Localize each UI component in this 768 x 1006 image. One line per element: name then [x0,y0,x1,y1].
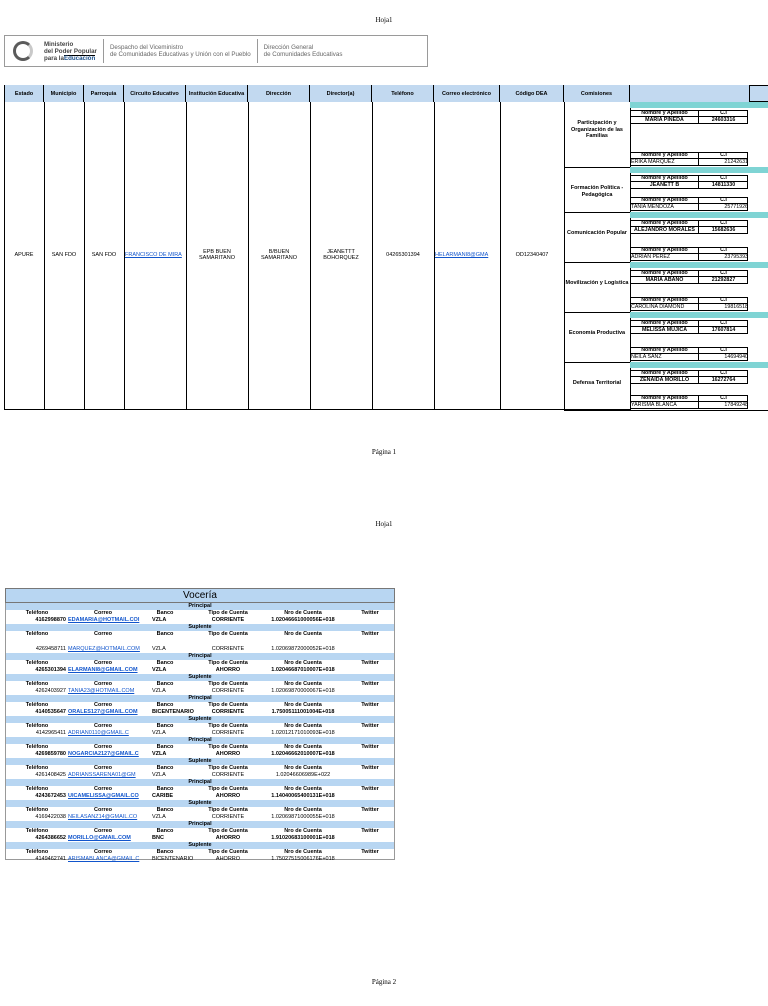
vocera-col-header: Correo [93,631,113,637]
vocera-col-header: Banco [156,807,174,813]
header-comisiones: Comisiones [564,85,630,102]
vocera-nro: 1.02046606989E+022 [275,772,331,778]
vocera-col-header: Tipo de Cuenta [208,828,248,834]
header-circuito: Circuito Educativo [124,85,186,102]
col-nombre-label: Nombre y Apellido [641,220,688,226]
vocera-col-header: Banco [156,744,174,750]
vocera-col-header: Teléfono [25,631,49,637]
principal-section-label: Principal [6,695,394,702]
suplente-ci: 21242631 [724,159,748,165]
vocera-col-header: Teléfono [25,849,49,855]
vocera-data-row [6,772,394,779]
vocera-col-header: Tipo de Cuenta [208,723,248,729]
vocera-banco: VZLA [152,688,166,694]
vocera-col-header: Banco [156,702,174,708]
vocera-col-header: Nro de Cuenta [284,849,322,855]
vocera-col-header: Twitter [361,702,379,708]
vocera-col-header: Teléfono [25,660,49,666]
cell-circuito-link[interactable]: FRANCISCO DE MIRA [125,251,182,258]
vocera-telefono: 4162998870 [35,617,66,623]
vocera-nro: 1.02069871000055E+018 [271,814,335,820]
vocera-col-header: Correo [93,702,113,708]
vocera-correo[interactable]: ORALES127@GMAIL.COM [68,709,138,715]
vocera-col-header: Twitter [361,681,379,687]
vocera-tipo: AHORRO [215,751,241,757]
vocera-header-row [6,744,394,751]
vocera-banco: VZLA [152,667,167,673]
vocera-correo[interactable]: ARISMABLANCA@GMAIL.C [68,856,140,862]
suplente-section-label: Suplente [6,716,394,723]
ministry-name: Ministerio del Poder Popular para la Educación [44,40,97,62]
vocera-banco: VZLA [152,751,167,757]
vocera-col-header: Nro de Cuenta [284,723,322,729]
header-municipio: Municipio [44,85,84,102]
vocera-col-header: Nro de Cuenta [284,828,322,834]
vocera-header-row [6,660,394,667]
suplente-ci: 19816518 [724,304,748,310]
principal-name: MARIA ABANO [645,277,684,283]
col-ci-label: C.I [720,197,727,203]
cell-parroquia: SAN FDO [91,251,117,258]
principal-name: MARIA PINEDA [645,117,684,123]
vocera-data-row [6,688,394,695]
vocera-col-header: Tipo de Cuenta [208,702,248,708]
vocera-nro: 1.75005111001004E+018 [271,709,335,715]
vocera-col-header: Tipo de Cuenta [208,681,248,687]
vocera-header-row [6,681,394,688]
vocera-col-header: Nro de Cuenta [284,744,322,750]
vocera-tipo: AHORRO [215,835,241,841]
vocera-correo[interactable]: ELARMANI8@GMAIL.COM [68,667,138,673]
vocera-col-header: Banco [156,786,174,792]
vocera-table [5,603,395,860]
vocera-correo[interactable]: MORILLO@GMAIL.COM [68,835,131,841]
footer-page2: Página 2 [371,978,397,986]
principal-ci: 14811330 [711,182,736,188]
vocera-tipo: AHORRO [215,793,241,799]
vocera-header-row [6,610,394,617]
col-ci-label: C.I [720,270,727,276]
vocera-col-header: Nro de Cuenta [284,765,322,771]
vocera-correo[interactable]: TANIA23@HOTMAIL.COM [68,688,135,694]
col-nombre-label: Nombre y Apellido [641,347,688,353]
vocera-banco: BICENTENARIO [152,709,194,715]
vocera-data-row [6,730,394,737]
vocera-col-header: Twitter [361,765,379,771]
col-ci-label: C.I [720,395,727,401]
vocera-col-header: Banco [156,849,174,855]
vocera-col-header: Banco [156,828,174,834]
cell-institucion: EPB BUEN SAMARITANO [199,248,235,261]
vocera-tipo: AHORRO [215,856,241,862]
col-nombre-label: Nombre y Apellido [641,270,688,276]
col-nombre-label: Nombre y Apellido [641,370,688,376]
principal-section-label: Principal [6,737,394,744]
vocera-col-header: Nro de Cuenta [284,786,322,792]
vocera-col-header: Correo [93,786,113,792]
vocera-header-row [6,807,394,814]
vocera-telefono: 4142965411 [35,730,66,736]
vocera-correo[interactable]: EDAMARIA@HOTMAIL.COI [68,617,140,623]
vocera-correo[interactable]: NOGARCIA2127@GMAIL.C [68,751,139,757]
principal-name: ALEJANDRO MORALES [634,227,695,233]
suplente-ci: 14694940 [724,354,748,360]
suplente-name: ERIKA MARQUEZ [631,159,675,165]
vocera-tipo: AHORRO [215,667,241,673]
vocera-tipo: CORRIENTE [211,709,245,715]
vocera-correo[interactable]: ADRIAN0110@GMAIL.C [68,730,129,736]
vocera-data-row [6,793,394,800]
vocera-col-header: Tipo de Cuenta [208,786,248,792]
col-ci-label: C.I [720,247,727,253]
vocera-col-header: Teléfono [25,702,49,708]
principal-ci: 17607814 [711,327,736,333]
vocera-col-header: Banco [156,660,174,666]
suplente-section-label: Suplente [6,800,394,807]
header-telefono: Teléfono [372,85,434,102]
suplente-ci: 25771926 [724,204,748,210]
header-codigo-dea: Código DEA [500,85,564,102]
vocera-col-header: Teléfono [25,744,49,750]
vocera-data-row [6,835,394,842]
vocera-telefono: 4169422038 [35,814,66,820]
vocera-col-header: Teléfono [25,723,49,729]
vocera-telefono: 4149462741 [35,856,66,862]
vocera-data-row [6,709,394,716]
header-director: Director(a) [310,85,372,102]
vocera-nro: 1.02046661000056E+018 [271,617,335,623]
vocera-header-row [6,765,394,772]
header-parroquia: Parroquia [84,85,124,102]
vocera-banco: BNC [152,835,164,841]
vocera-nro: 1.14040065400131E+018 [271,793,335,799]
vocera-col-header: Correo [93,849,113,855]
vocera-col-header: Tipo de Cuenta [208,765,248,771]
col-ci-label: C.I [720,175,727,181]
principal-section-label: Principal [6,653,394,660]
ministry-emblem-icon [13,41,33,61]
vocera-col-header: Twitter [361,723,379,729]
vocera-col-header: Correo [93,610,113,616]
col-nombre-label: Nombre y Apellido [641,395,688,401]
vocera-col-header: Tipo de Cuenta [208,744,248,750]
suplente-ci: 23795393 [724,254,748,260]
vocera-telefono: 4269859780 [35,751,66,757]
vocera-banco: CARIBE [152,793,174,799]
vocera-banco: VZLA [152,617,167,623]
vocera-col-header: Nro de Cuenta [284,681,322,687]
principal-ci: 21292827 [711,277,736,283]
vocera-col-header: Tipo de Cuenta [208,807,248,813]
vocera-col-header: Twitter [361,610,379,616]
vocera-data-row [6,856,394,863]
vocera-col-header: Nro de Cuenta [284,631,322,637]
vocera-col-header: Nro de Cuenta [284,660,322,666]
vocera-col-header: Correo [93,660,113,666]
header-direccion: Dirección [248,85,310,102]
footer-page1: Página 1 [371,448,397,456]
vocera-col-header: Teléfono [25,786,49,792]
vocera-banco: BICENTENARIO [152,856,194,862]
vocera-col-header: Correo [93,828,113,834]
vocera-col-header: Correo [93,744,113,750]
col-ci-label: C.I [720,320,727,326]
vocera-data-row [6,814,394,821]
vocera-col-header: Twitter [361,828,379,834]
principal-section-label: Principal [6,603,394,610]
vocera-nro: 1.75027515006176E+018 [271,856,335,862]
vocera-data-row [6,667,394,674]
header-institucion: Institución Educativa [186,85,248,102]
vocera-data-row [6,751,394,758]
vocera-tipo: CORRIENTE [211,688,245,694]
principal-ci: 15682636 [711,227,736,233]
vocera-header-row [6,702,394,709]
vocera-col-header: Tipo de Cuenta [208,631,248,637]
vocera-col-header: Teléfono [25,828,49,834]
vocera-col-header: Banco [156,631,174,637]
sheet-title-page1: Hoja1 [375,16,393,24]
vocera-col-header: Nro de Cuenta [284,702,322,708]
suplente-section-label: Suplente [6,674,394,681]
vocera-telefono: 4264386652 [35,835,66,841]
vocera-col-header: Tipo de Cuenta [208,660,248,666]
suplente-name: YARISMA BLANCA [631,402,677,408]
vocera-banco: VZLA [152,772,166,778]
vocera-nro: 1.02012171010093E+018 [271,730,335,736]
vocera-correo[interactable]: ADRIANSSARENA01@GM [68,772,136,778]
vocera-col-header: Correo [93,765,113,771]
vocera-banco: VZLA [152,646,166,652]
vocera-col-header: Banco [156,681,174,687]
commission-name: Comunicación Popular [567,230,627,236]
col-ci-label: C.I [720,110,727,116]
vocera-correo[interactable]: UICAMELISSA@GMAIL.CO [68,793,139,799]
vocera-header-row [6,849,394,856]
vocera-col-header: Banco [156,610,174,616]
col-nombre-label: Nombre y Apellido [641,247,688,253]
vocera-col-header: Correo [93,681,113,687]
principal-ci: 16272764 [711,377,736,383]
suplente-name: CAROLINA DIAMOND [631,304,685,310]
principal-section-label: Principal [6,821,394,828]
header-members [630,85,750,102]
vocera-col-header: Teléfono [25,610,49,616]
vocera-telefono: 4269458711 [35,646,66,652]
commission-name: Defensa Territorial [572,380,622,386]
principal-name: JEANETT B [649,182,680,188]
vocera-col-header: Twitter [361,786,379,792]
suplente-name: ADRIAN PEREZ [631,254,671,260]
vocera-tipo: CORRIENTE [211,730,245,736]
cell-estado: APURE [14,251,34,258]
vocera-tipo: CORRIENTE [211,772,245,778]
vocera-col-header: Teléfono [25,807,49,813]
col-nombre-label: Nombre y Apellido [641,197,688,203]
vocera-nro: 1.02046687010007E+018 [271,667,335,673]
col-ci-label: C.I [720,220,727,226]
suplente-name: TANIA MENDOZA [631,204,674,210]
suplente-section-label: Suplente [6,842,394,849]
vocera-col-header: Banco [156,723,174,729]
col-nombre-label: Nombre y Apellido [641,320,688,326]
vocera-nro: 1.02046662010007E+018 [271,751,335,757]
vocera-col-header: Banco [156,765,174,771]
col-ci-label: C.I [720,152,727,158]
vocera-col-header: Tipo de Cuenta [208,849,248,855]
suplente-ci: 17849248 [724,402,748,408]
vocera-banco: VZLA [152,730,166,736]
vocera-nro: 1.02069870000067E+018 [271,688,335,694]
commission-name: Participación y Organización de las Familias [571,120,623,139]
vocera-data-row [6,617,394,624]
vocera-col-header: Teléfono [25,765,49,771]
vocera-tipo: CORRIENTE [211,646,245,652]
vocera-nro: 1.91020683100001E+018 [271,835,335,841]
principal-name: ZENAIDA MORILLO [639,377,690,383]
vocera-col-header: Twitter [361,744,379,750]
vocera-banco: VZLA [152,814,166,820]
vocera-col-header: Teléfono [25,681,49,687]
vocera-header-row [6,631,394,638]
cell-direccion: B/BUEN SAMARITANO [261,248,297,261]
vocera-telefono: 4140535647 [35,709,66,715]
col-ci-label: C.I [720,370,727,376]
vocera-telefono: 4265301394 [35,667,66,673]
col-ci-label: C.I [720,347,727,353]
vocera-telefono: 4261408425 [35,772,66,778]
cell-telefono: 04265301394 [386,251,420,258]
vocera-data-row [6,646,394,653]
cell-correo-link[interactable]: HELARMANI8@GMA [435,251,489,258]
vocera-col-header: Twitter [361,660,379,666]
principal-ci: 24603316 [711,117,736,123]
commission-name: Formación Política - Pedagógica [570,185,624,198]
vocera-telefono: 4243672453 [35,793,66,799]
vocera-col-header: Nro de Cuenta [284,610,322,616]
vocera-tipo: CORRIENTE [211,814,245,820]
header-estado: Estado [4,85,44,102]
cell-director: JEANETTT BOHORQUEZ [323,248,359,261]
principal-section-label: Principal [6,779,394,786]
col-nombre-label: Nombre y Apellido [641,152,688,158]
col-ci-label: C.I [720,297,727,303]
vocera-col-header: Tipo de Cuenta [208,610,248,616]
vocera-nro: 1.02069872000052E+018 [271,646,335,652]
vocera-telefono: 4262403927 [35,688,66,694]
vice-ministry-name: Despacho del Viceministro de Comunidades Educativas y Unión con el Pueblo [109,44,251,58]
col-nombre-label: Nombre y Apellido [641,175,688,181]
vocera-col-header: Twitter [361,631,379,637]
vocera-correo[interactable]: NEILASANZ14@GMAIL.CO [68,814,138,820]
vocera-correo[interactable]: MARQUEZ@HOTMAIL.COM [68,646,140,652]
vocera-col-header: Correo [93,807,113,813]
vocera-col-header: Correo [93,723,113,729]
commission-name: Economía Productiva [568,330,626,336]
header-correo: Correo electrónico [434,85,500,102]
principal-name: MELISSA MÚJICA [641,327,688,333]
vocera-col-header: Nro de Cuenta [284,807,322,813]
directorate-name: Dirección General de Comunidades Educativas [263,44,343,58]
ministry-logo-banner [4,35,428,67]
vocera-col-header: Twitter [361,849,379,855]
vocera-header-row [6,828,394,835]
vocera-header-row [6,723,394,730]
vocera-header-row [6,786,394,793]
cell-codigo-dea: OD12340407 [515,251,549,258]
suplente-name: NEILA SANZ [631,354,662,360]
col-nombre-label: Nombre y Apellido [641,110,688,116]
vocera-title: Vocería [5,588,395,603]
cell-municipio: SAN FDO [51,251,77,258]
commission-name: Movilización y Logística [565,280,629,286]
vocera-tipo: CORRIENTE [211,617,245,623]
col-nombre-label: Nombre y Apellido [641,297,688,303]
vocera-col-header: Twitter [361,807,379,813]
suplente-section-label: Suplente [6,624,394,631]
suplente-section-label: Suplente [6,758,394,765]
sheet-title-page2: Hoja1 [375,520,393,528]
